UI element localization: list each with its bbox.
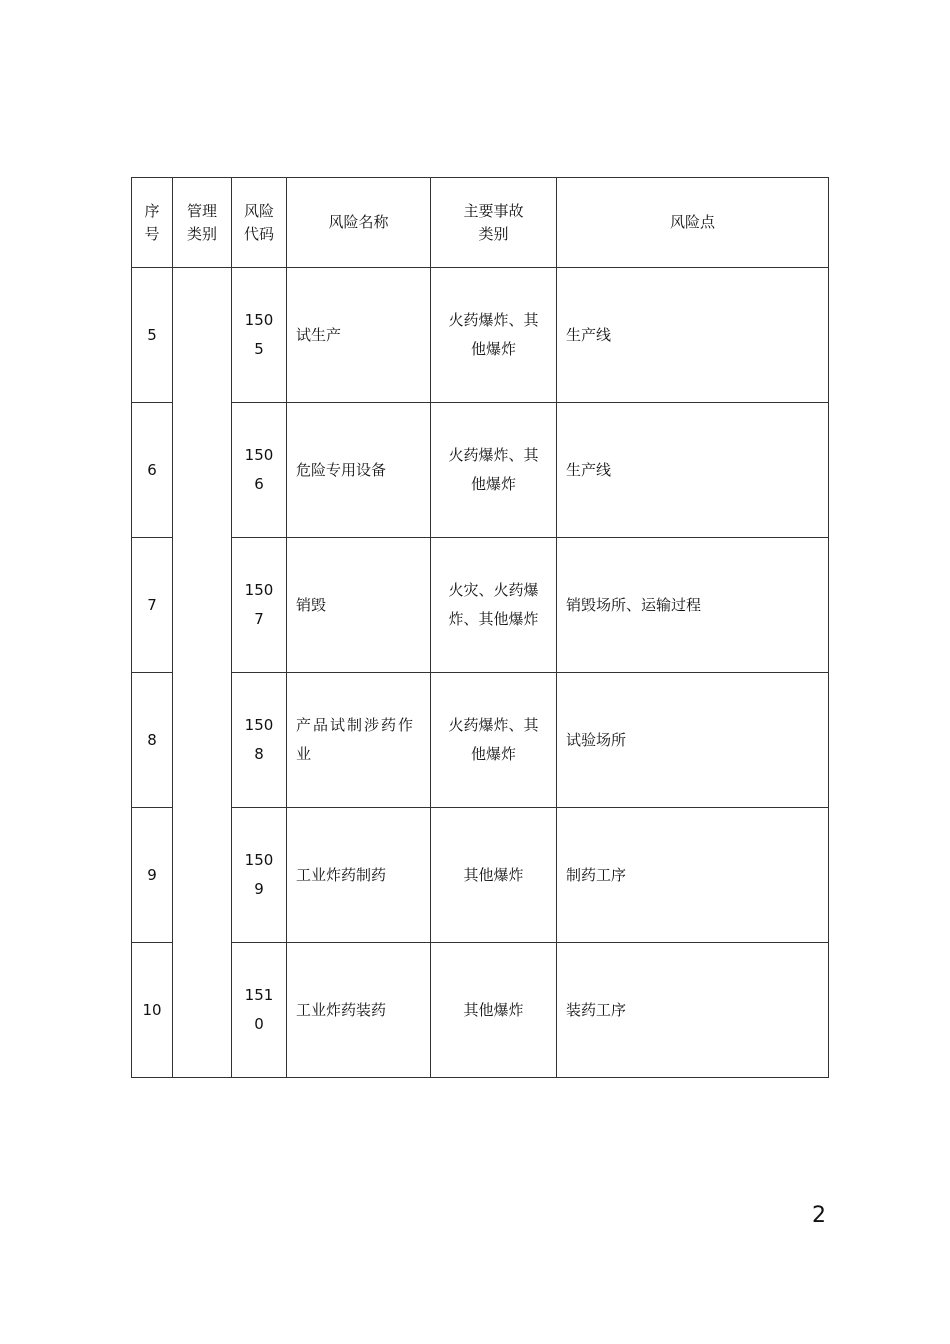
header-row bbox=[132, 178, 829, 268]
row-no: 9 bbox=[132, 808, 173, 943]
row-no: 7 bbox=[132, 538, 173, 673]
row-code bbox=[232, 403, 287, 538]
header-code: 风险代码 bbox=[232, 178, 287, 268]
row-code-text: 1508 bbox=[244, 716, 274, 763]
header-accident: 主要事故类别 bbox=[431, 178, 557, 268]
row-point: 生产线 bbox=[557, 403, 829, 538]
row-code-text: 1510 bbox=[244, 986, 274, 1033]
row-accident-text: 火药爆炸、其他爆炸 bbox=[448, 446, 539, 493]
header-name: 风险名称 bbox=[287, 178, 431, 268]
row-point: 生产线 bbox=[557, 268, 829, 403]
row-code-text: 1505 bbox=[244, 311, 274, 358]
row-accident-text: 火药爆炸、其他爆炸 bbox=[448, 716, 539, 763]
row-accident-text: 火药爆炸、其他爆炸 bbox=[448, 311, 539, 358]
row-accident-text: 其他爆炸 bbox=[463, 865, 524, 884]
table-row bbox=[132, 538, 829, 673]
row-point: 销毁场所、运输过程 bbox=[557, 538, 829, 673]
row-accident bbox=[431, 808, 557, 943]
row-point: 装药工序 bbox=[557, 943, 829, 1078]
row-accident bbox=[431, 673, 557, 808]
table-row bbox=[132, 673, 829, 808]
risk-table bbox=[131, 177, 829, 1078]
row-name: 危险专用设备 bbox=[287, 403, 431, 538]
table-row bbox=[132, 943, 829, 1078]
row-accident bbox=[431, 403, 557, 538]
table-row bbox=[132, 403, 829, 538]
category-cell bbox=[173, 268, 232, 1078]
row-no: 8 bbox=[132, 673, 173, 808]
row-accident bbox=[431, 268, 557, 403]
row-name: 工业炸药制药 bbox=[287, 808, 431, 943]
row-no: 10 bbox=[132, 943, 173, 1078]
row-code bbox=[232, 673, 287, 808]
row-accident-text: 其他爆炸 bbox=[463, 1000, 524, 1019]
row-code bbox=[232, 943, 287, 1078]
row-code bbox=[232, 268, 287, 403]
row-code-text: 1507 bbox=[244, 581, 274, 628]
header-category: 管理类别 bbox=[173, 178, 232, 268]
row-code-text: 1509 bbox=[244, 851, 274, 898]
row-name: 销毁 bbox=[287, 538, 431, 673]
row-accident bbox=[431, 538, 557, 673]
table-row bbox=[132, 268, 829, 403]
row-accident-text: 火灾、火药爆炸、其他爆炸 bbox=[448, 581, 539, 628]
row-point: 制药工序 bbox=[557, 808, 829, 943]
row-code bbox=[232, 808, 287, 943]
row-name: 试生产 bbox=[287, 268, 431, 403]
header-point: 风险点 bbox=[557, 178, 829, 268]
row-no: 6 bbox=[132, 403, 173, 538]
row-name: 产品试制涉药作业 bbox=[287, 673, 431, 808]
page-number: 2 bbox=[812, 1203, 826, 1228]
row-name: 工业炸药装药 bbox=[287, 943, 431, 1078]
row-point: 试验场所 bbox=[557, 673, 829, 808]
row-accident bbox=[431, 943, 557, 1078]
header-no: 序号 bbox=[132, 178, 173, 268]
row-no: 5 bbox=[132, 268, 173, 403]
row-code-text: 1506 bbox=[244, 446, 274, 493]
row-code bbox=[232, 538, 287, 673]
table-row bbox=[132, 808, 829, 943]
